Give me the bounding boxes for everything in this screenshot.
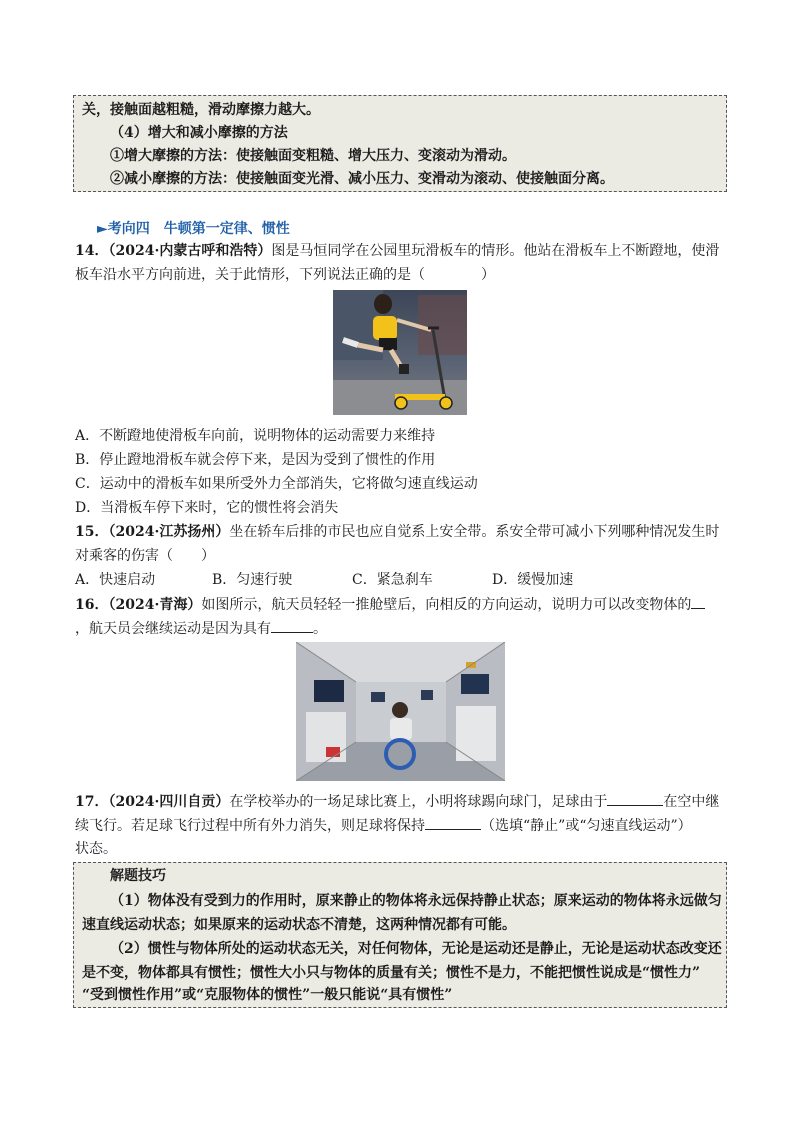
- q16-line-2: [75, 618, 327, 639]
- q14-line-1: [75, 241, 719, 261]
- q15-option-c: C．紧急刹车: [352, 572, 433, 588]
- q16-blank-2: [271, 618, 313, 633]
- friction-line-4: ②减小摩擦的方法：使接触面变光滑、减小压力、变滑动为滚动、使接触面分离。: [110, 171, 614, 187]
- space-station-illustration: [296, 642, 505, 781]
- tips-p2-line-1: （2）惯性与物体所处的运动状态无关，对任何物体，无论是运动还是静止，无论是运动状态改变还: [110, 941, 722, 957]
- scooter-photo: [333, 290, 467, 415]
- q16-number: 16．: [75, 597, 109, 613]
- q17-blank-2: [425, 815, 481, 830]
- q17-text-1b: 在空中继: [663, 794, 720, 810]
- q15-option-a: A．快速启动: [75, 572, 156, 588]
- q16-text-2a: ，航天员会继续运动是因为具有: [75, 621, 271, 637]
- friction-line-3: ①增大摩擦的方法：使接触面变粗糙、增大压力、变滚动为滑动。: [110, 148, 516, 164]
- q17-number: 17．: [75, 794, 109, 810]
- q16-text-1: 如图所示，航天员轻轻一推舱壁后，向相反的方向运动，说明力可以改变物体的: [201, 597, 692, 613]
- q16-blank-1: [691, 594, 705, 609]
- q17-line-2: [75, 815, 692, 836]
- q15-option-b: B．匀速行驶: [212, 572, 293, 588]
- q15-source: （2024·江苏扬州）: [108, 524, 230, 540]
- tips-box: [73, 862, 727, 1008]
- tips-title: 解题技巧: [110, 868, 166, 884]
- q17-blank-1: [607, 791, 663, 806]
- q16-line-1: [75, 594, 705, 615]
- q14-option-d: D．当滑板车停下来时，它的惯性将会消失: [75, 500, 339, 516]
- q16-text-2b: 。: [313, 621, 327, 637]
- q17-line-1: [75, 791, 719, 812]
- q16-source: （2024·青海）: [108, 597, 202, 613]
- q14-option-c: C．运动中的滑板车如果所受外力全部消失，它将做匀速直线运动: [75, 476, 478, 492]
- q17-text-1a: 在学校举办的一场足球比赛上，小明将球踢向球门，足球由于: [229, 794, 608, 810]
- tips-p1-line-1: （1）物体没有受到力的作用时，原来静止的物体将永远保持静止状态；原来运动的物体将永远做匀: [110, 893, 722, 909]
- tips-p2-line-2: 是不变，物体都具有惯性；惯性大小只与物体的质量有关；惯性不是力，不能把惯性说成是“惯性力”: [82, 965, 701, 981]
- q14-line-2: 板车沿水平方向前进，关于此情形，下列说法正确的是（ ）: [75, 267, 495, 283]
- q14-number: 14．: [75, 243, 109, 259]
- q15-option-d: D．缓慢加速: [492, 572, 574, 588]
- q15-line-2: 对乘客的伤害（ ）: [75, 548, 215, 564]
- scooter-illustration: [333, 290, 467, 415]
- q17-text-2a: 续飞行。若足球飞行过程中所有外力消失，则足球将保持: [75, 818, 425, 834]
- friction-line-2: （4）增大和减小摩擦的方法: [110, 125, 288, 141]
- section-title: ►考向四 牛顿第一定律、惯性: [97, 221, 290, 237]
- q17-text-2b: （选填“静止”或“匀速直线运动”）: [481, 818, 692, 834]
- q17-source: （2024·四川自贡）: [108, 794, 230, 810]
- tips-p1-line-2: 速直线运动状态；如果原来的运动状态不清楚，这两种情况都有可能。: [82, 917, 516, 933]
- q15-text-1: 坐在轿车后排的市民也应自觉系上安全带。系安全带可减小下列哪种情况发生时: [229, 524, 720, 540]
- q17-line-3: 状态。: [75, 841, 117, 857]
- q14-option-a: A．不断蹬地使滑板车向前，说明物体的运动需要力来维持: [75, 428, 436, 444]
- q14-option-b: B．停止蹬地滑板车就会停下来，是因为受到了惯性的作用: [75, 452, 436, 468]
- q15-line-1: [75, 522, 719, 542]
- space-station-photo: [296, 642, 505, 781]
- q15-number: 15．: [75, 524, 109, 540]
- q14-text-1: 图是马恒同学在公园里玩滑板车的情形。他站在滑板车上不断蹬地，使滑: [271, 243, 720, 259]
- tips-p2-line-3: “受到惯性作用”或“克服物体的惯性”一般只能说“具有惯性”: [82, 987, 453, 1003]
- friction-line-1: 关，接触面越粗糙，滑动摩擦力越大。: [82, 102, 320, 118]
- friction-summary-box: [73, 95, 727, 192]
- q14-source: （2024·内蒙古呼和浩特）: [108, 243, 272, 259]
